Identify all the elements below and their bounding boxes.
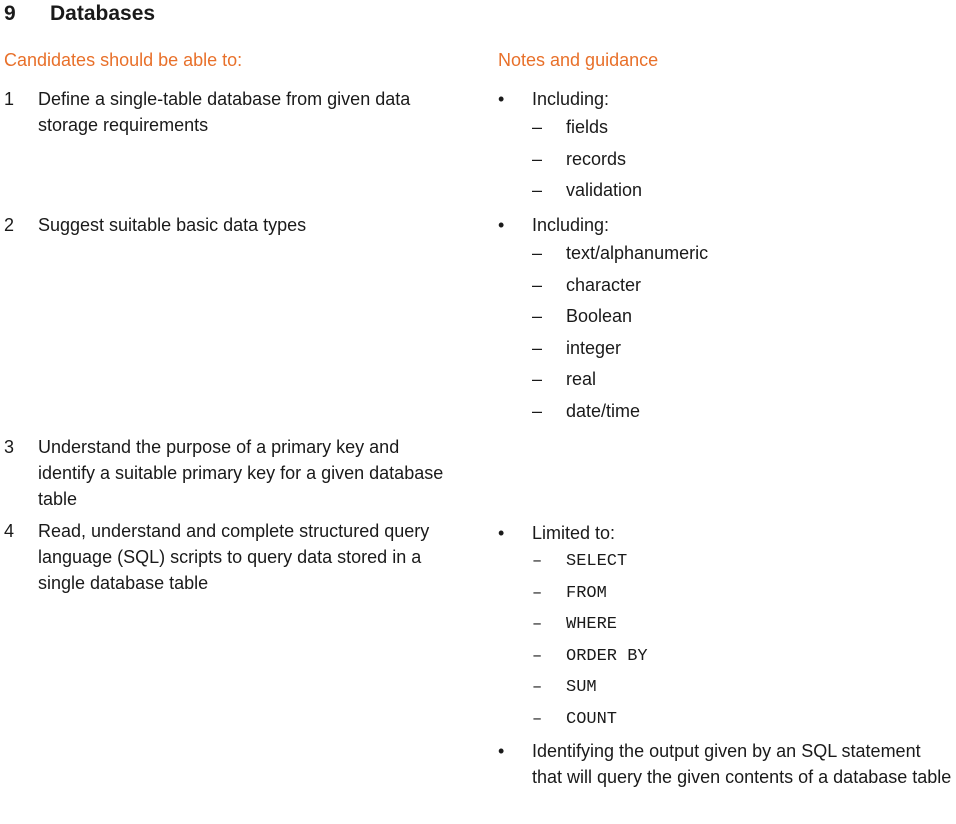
note-bullet	[498, 738, 954, 790]
section-heading	[4, 2, 155, 26]
right-column-header: Notes and guidance	[498, 50, 659, 70]
dash-icon: –	[532, 646, 543, 666]
note-bullet	[498, 86, 954, 112]
dash-icon: –	[532, 615, 543, 635]
note-bullet	[498, 520, 954, 546]
note-sub-item	[498, 641, 954, 673]
note-sub-item	[498, 175, 954, 207]
note-sub-item-text: text/alphanumeric	[566, 243, 709, 263]
note-sub-item	[498, 672, 954, 704]
dash-icon: –	[532, 306, 543, 327]
objective-3	[4, 434, 444, 512]
objective-number: 1	[4, 89, 15, 109]
sql-keyword: ORDER BY	[566, 646, 648, 666]
note-sub-item	[498, 238, 954, 270]
note-sub-item	[498, 112, 954, 144]
sql-keyword: SELECT	[566, 552, 628, 571]
dash-icon: –	[532, 583, 543, 603]
note-sub-item-text: date/time	[566, 400, 641, 421]
bullet-icon: •	[498, 215, 505, 235]
dash-icon: –	[532, 552, 543, 571]
dash-icon: –	[532, 400, 543, 421]
sql-keyword: FROM	[566, 583, 607, 603]
sql-keyword: COUNT	[566, 709, 618, 729]
note-sub-item-text: records	[566, 148, 627, 169]
objective-text: Suggest suitable basic data types	[38, 215, 307, 235]
note-sub-item-text: real	[566, 369, 597, 390]
dash-icon: –	[532, 243, 543, 263]
dash-icon: –	[532, 274, 543, 295]
note-bullet-text: Limited to:	[532, 523, 616, 543]
objective-number: 2	[4, 215, 15, 235]
note-sub-item	[498, 609, 954, 641]
note-bullet-text: Identifying the output given by an SQL statement that will query the given contents of a database table	[532, 740, 952, 787]
note-sub-item-text: Boolean	[566, 306, 633, 327]
note-sub-item	[498, 578, 954, 610]
dash-icon: –	[532, 117, 543, 137]
note-bullet-text: Including:	[532, 89, 610, 109]
dash-icon: –	[532, 180, 543, 201]
note-sub-item-text: character	[566, 274, 642, 295]
note-sub-item	[498, 364, 954, 396]
note-bullet	[498, 212, 954, 238]
note-sub-item	[498, 333, 954, 365]
section-number: 9	[4, 2, 16, 25]
note-sub-item	[498, 144, 954, 176]
objective-2	[4, 212, 474, 238]
objective-4	[4, 518, 464, 596]
section-title: Databases	[50, 2, 156, 25]
note-sub-item	[498, 270, 954, 302]
note-sub-item	[498, 704, 954, 736]
bullet-icon: •	[498, 89, 505, 109]
note-sub-item	[498, 301, 954, 333]
dash-icon: –	[532, 678, 543, 698]
note-sub-item	[498, 396, 954, 428]
note-sub-item-text: fields	[566, 117, 609, 137]
dash-icon: –	[532, 369, 543, 390]
objective-number: 3	[4, 437, 15, 457]
objective-text: Understand the purpose of a primary key and identify a suitable primary key for a given database table	[38, 437, 444, 509]
objective-text: Define a single-table database from given data storage requirements	[38, 89, 411, 135]
objective-text: Read, understand and complete structured query language (SQL) scripts to query data stored in a single database table	[38, 521, 430, 593]
bullet-icon: •	[498, 523, 505, 543]
note-sub-item-text: integer	[566, 337, 622, 358]
sql-keyword: SUM	[566, 678, 597, 698]
notes-objective-2	[498, 212, 954, 428]
dash-icon: –	[532, 709, 543, 729]
note-sub-item	[498, 546, 954, 578]
note-bullet-text: Including:	[532, 215, 610, 235]
dash-icon: –	[532, 148, 543, 169]
note-sub-item-text: validation	[566, 180, 643, 201]
objective-1	[4, 86, 444, 138]
sql-keyword: WHERE	[566, 615, 618, 635]
dash-icon: –	[532, 337, 543, 358]
notes-objective-4	[498, 520, 954, 790]
objective-number: 4	[4, 521, 15, 541]
bullet-icon: •	[498, 740, 505, 761]
notes-objective-1	[498, 86, 954, 207]
left-column-header: Candidates should be able to:	[4, 50, 243, 70]
